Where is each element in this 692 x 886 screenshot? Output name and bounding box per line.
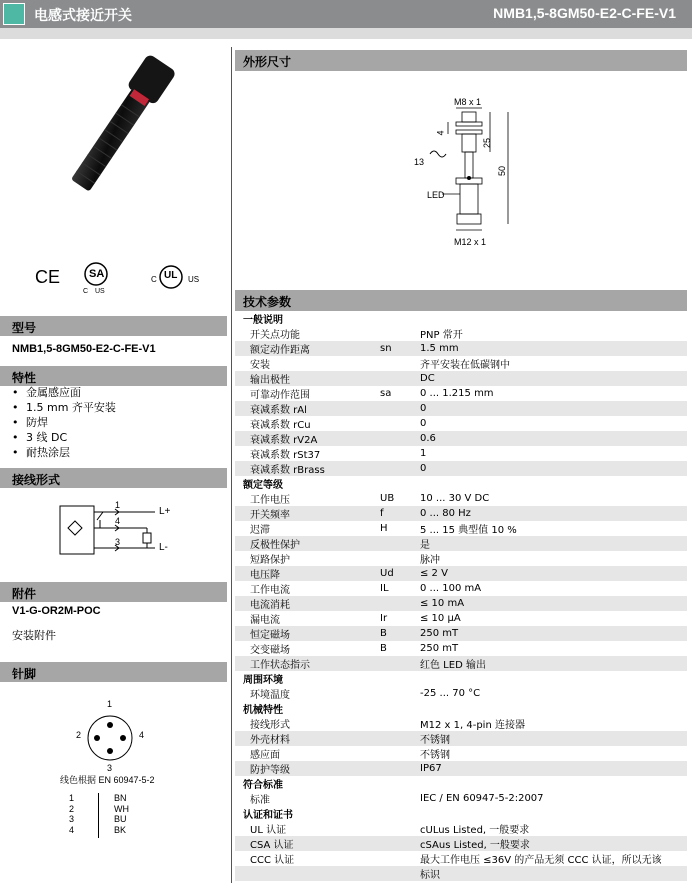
spec-name: 恒定磁场 bbox=[250, 630, 290, 641]
page-title: 电感式接近开关 bbox=[34, 8, 132, 24]
spec-row bbox=[235, 761, 687, 776]
spec-name: 开关频率 bbox=[250, 510, 290, 521]
spec-symbol bbox=[380, 536, 420, 551]
dimension-drawing bbox=[420, 92, 530, 252]
spec-name: UL 认证 bbox=[250, 825, 287, 836]
spec-symbol: IL bbox=[380, 583, 389, 594]
spec-name: 防护等级 bbox=[250, 765, 290, 776]
dim-top-label: M8 x 1 bbox=[454, 97, 482, 107]
csa-logo-text: SA bbox=[89, 268, 105, 280]
header-bar bbox=[0, 0, 692, 28]
spec-row bbox=[235, 836, 687, 851]
spec-row bbox=[235, 596, 687, 611]
spec-row bbox=[235, 446, 687, 461]
features-list bbox=[12, 385, 116, 460]
feature-item: • 金属感应面 bbox=[12, 385, 116, 400]
wiring-lplus-label: L+ bbox=[159, 506, 171, 517]
spec-value: 250 mT bbox=[420, 628, 459, 639]
spec-row bbox=[235, 416, 687, 431]
csa-us-label: US bbox=[95, 288, 105, 295]
spec-value: 5 ... 15 典型值 10 % bbox=[420, 525, 517, 536]
spec-name: 工作状态指示 bbox=[250, 660, 310, 671]
spec-symbol: f bbox=[380, 508, 384, 519]
spec-symbol bbox=[380, 431, 420, 446]
spec-name: 标准 bbox=[250, 795, 270, 806]
accessory-desc: 安装附件 bbox=[12, 629, 56, 642]
spec-row bbox=[235, 536, 687, 551]
sub-bar bbox=[0, 28, 692, 39]
spec-value: -25 ... 70 °C bbox=[420, 688, 481, 699]
spec-row bbox=[235, 746, 687, 761]
spec-row bbox=[235, 866, 687, 881]
pin-color-divider bbox=[98, 793, 99, 838]
spec-value: ≤ 2 V bbox=[420, 568, 448, 579]
spec-name: 衰减系数 rAl bbox=[250, 405, 307, 416]
wiring-section-head: 接线形式 bbox=[0, 468, 227, 489]
spec-value: 250 mT bbox=[420, 643, 459, 654]
spec-value: 0.6 bbox=[420, 433, 436, 444]
spec-name: CCC 认证 bbox=[250, 855, 295, 866]
spec-symbol: sa bbox=[380, 388, 392, 399]
spec-value: DC bbox=[420, 373, 435, 384]
spec-row bbox=[235, 356, 687, 371]
spec-value: 是 bbox=[420, 540, 430, 551]
spec-name: 迟滞 bbox=[250, 525, 270, 536]
spec-symbol bbox=[380, 446, 420, 461]
spec-name: 输出极性 bbox=[250, 375, 290, 386]
spec-row bbox=[235, 656, 687, 671]
spec-row bbox=[235, 791, 687, 806]
spec-symbol bbox=[380, 836, 420, 851]
spec-symbol: Ir bbox=[380, 613, 388, 624]
dim-13-label: 13 bbox=[414, 157, 425, 167]
spec-symbol bbox=[380, 461, 420, 476]
features-section-head: 特性 bbox=[0, 366, 227, 387]
dim-50-label: 50 bbox=[497, 165, 508, 177]
spec-row bbox=[235, 461, 687, 476]
tech-section-head: 技术参数 bbox=[235, 290, 687, 311]
spec-name: CSA 认证 bbox=[250, 840, 294, 851]
spec-name: 短路保护 bbox=[250, 555, 290, 566]
spec-row bbox=[235, 431, 687, 446]
spec-name: 开关点功能 bbox=[250, 330, 300, 341]
spec-symbol bbox=[380, 791, 420, 806]
spec-row bbox=[235, 491, 687, 506]
spec-symbol bbox=[380, 356, 420, 371]
spec-category: 一般说明 bbox=[243, 315, 283, 326]
spec-symbol bbox=[380, 746, 420, 761]
dims-section-head: 外形尺寸 bbox=[235, 50, 687, 71]
spec-value: 标识 bbox=[420, 870, 440, 881]
spec-name: 衰减系数 rCu bbox=[250, 420, 311, 431]
product-photo bbox=[30, 48, 210, 208]
spec-row bbox=[235, 686, 687, 701]
spec-value: 1.5 mm bbox=[420, 343, 459, 354]
pin-color-caption: 线色根据 EN 60947-5-2 bbox=[60, 775, 155, 785]
spec-row bbox=[235, 401, 687, 416]
spec-name: 接线形式 bbox=[250, 720, 290, 731]
dim-bottom-label: M12 x 1 bbox=[454, 237, 487, 247]
spec-name: 衰减系数 rSt37 bbox=[250, 450, 321, 461]
wiring-pin3-label: 3 bbox=[115, 537, 121, 547]
ul-logo-text: UL bbox=[164, 270, 178, 281]
wiring-pin1-label: 1 bbox=[115, 500, 121, 510]
accessory-section-head: 附件 bbox=[0, 582, 227, 603]
spec-table bbox=[235, 311, 687, 881]
spec-symbol bbox=[380, 416, 420, 431]
spec-value: 0 bbox=[420, 418, 427, 429]
spec-name: 感应面 bbox=[250, 750, 280, 761]
spec-name: 交变磁场 bbox=[250, 645, 290, 656]
spec-symbol: sn bbox=[380, 343, 392, 354]
spec-symbol bbox=[380, 596, 420, 611]
spec-row bbox=[235, 821, 687, 836]
ul-c-label: C bbox=[151, 275, 157, 284]
spec-value: ≤ 10 μA bbox=[420, 613, 461, 624]
spec-name: 安装 bbox=[250, 360, 270, 371]
spec-name: 电流消耗 bbox=[250, 600, 290, 611]
spec-value: 10 ... 30 V DC bbox=[420, 493, 490, 504]
feature-item: • 防焊 bbox=[12, 415, 116, 430]
ul-us-label: US bbox=[188, 275, 200, 284]
pin-color-codes: BN WH BU BK bbox=[114, 793, 129, 835]
brand-logo bbox=[3, 3, 25, 25]
spec-row bbox=[235, 611, 687, 626]
spec-value: 0 ... 100 mA bbox=[420, 583, 482, 594]
type-section-head: 型号 bbox=[0, 316, 227, 337]
spec-value: 0 bbox=[420, 463, 427, 474]
spec-symbol bbox=[380, 401, 420, 416]
pin-color-numbers: 1 2 3 4 bbox=[69, 793, 75, 835]
column-divider bbox=[231, 47, 232, 883]
spec-row bbox=[235, 626, 687, 641]
pins-section-head: 针脚 bbox=[0, 662, 227, 683]
spec-symbol bbox=[380, 371, 420, 386]
spec-value: 不锈钢 bbox=[420, 735, 450, 746]
wiring-pin4-label: 4 bbox=[115, 516, 121, 526]
spec-symbol: UB bbox=[380, 493, 395, 504]
feature-item: • 耐热涂层 bbox=[12, 445, 116, 460]
ce-mark-icon: CE bbox=[35, 267, 61, 287]
spec-value: PNP 常开 bbox=[420, 330, 463, 341]
spec-row bbox=[235, 581, 687, 596]
spec-symbol bbox=[380, 686, 420, 701]
spec-name: 漏电流 bbox=[250, 615, 280, 626]
spec-category: 机械特性 bbox=[243, 705, 283, 716]
spec-name: 电压降 bbox=[250, 570, 280, 581]
spec-value: 0 ... 1.215 mm bbox=[420, 388, 494, 399]
spec-name: 外壳材料 bbox=[250, 735, 290, 746]
spec-row bbox=[235, 386, 687, 401]
spec-row bbox=[235, 641, 687, 656]
pin-4-label: 4 bbox=[139, 730, 145, 740]
spec-name: 反极性保护 bbox=[250, 540, 300, 551]
spec-category: 符合标准 bbox=[243, 780, 283, 791]
spec-value: 齐平安装在低碳钢中 bbox=[420, 360, 510, 371]
csa-c-label: C bbox=[83, 288, 89, 295]
spec-symbol bbox=[380, 716, 420, 731]
spec-value: cSAus Listed, 一般要求 bbox=[420, 840, 530, 851]
spec-symbol bbox=[380, 656, 420, 671]
spec-value: 不锈钢 bbox=[420, 750, 450, 761]
spec-category: 额定等级 bbox=[243, 480, 283, 491]
model-number: NMB1,5-8GM50-E2-C-FE-V1 bbox=[493, 5, 676, 21]
spec-row bbox=[235, 506, 687, 521]
accessory-model: V1-G-OR2M-POC bbox=[12, 605, 101, 617]
spec-row bbox=[235, 341, 687, 356]
spec-name bbox=[235, 866, 380, 881]
spec-symbol bbox=[380, 731, 420, 746]
spec-value: ≤ 10 mA bbox=[420, 598, 465, 609]
pin-3-label: 3 bbox=[107, 763, 113, 773]
spec-row bbox=[235, 326, 687, 341]
spec-name: 工作电压 bbox=[250, 495, 290, 506]
feature-item: • 1.5 mm 齐平安装 bbox=[12, 400, 116, 415]
spec-name: 衰减系数 rBrass bbox=[250, 465, 325, 476]
spec-row bbox=[235, 521, 687, 536]
spec-row bbox=[235, 551, 687, 566]
spec-value: 0 ... 80 Hz bbox=[420, 508, 471, 519]
pin-diagram bbox=[84, 712, 136, 764]
spec-symbol: Ud bbox=[380, 568, 394, 579]
spec-value: cULus Listed, 一般要求 bbox=[420, 825, 530, 836]
spec-name: 额定动作距离 bbox=[250, 345, 310, 356]
spec-category: 认证和证书 bbox=[243, 810, 293, 821]
wiring-lminus-label: L- bbox=[159, 542, 168, 553]
spec-value: 0 bbox=[420, 403, 427, 414]
spec-category: 周围环境 bbox=[243, 675, 283, 686]
dim-25-label: 25 bbox=[482, 137, 493, 149]
spec-name: 环境温度 bbox=[250, 690, 290, 701]
spec-name: 衰减系数 rV2A bbox=[250, 435, 318, 446]
pin-1-label: 1 bbox=[107, 699, 113, 709]
pin-2-label: 2 bbox=[76, 730, 82, 740]
spec-row bbox=[235, 371, 687, 386]
spec-symbol bbox=[380, 851, 420, 866]
spec-symbol bbox=[380, 551, 420, 566]
spec-row bbox=[235, 566, 687, 581]
spec-name: 可靠动作范围 bbox=[250, 390, 310, 401]
spec-symbol: B bbox=[380, 643, 387, 654]
spec-row bbox=[235, 851, 687, 866]
dim-4-label: 4 bbox=[435, 130, 446, 136]
spec-value: 最大工作电压 ≤36V 的产品无须 CCC 认证，所以无该 bbox=[420, 855, 662, 866]
spec-symbol bbox=[380, 326, 420, 341]
spec-symbol bbox=[380, 761, 420, 776]
spec-symbol bbox=[380, 821, 420, 836]
spec-value: 红色 LED 输出 bbox=[420, 660, 486, 671]
spec-symbol: B bbox=[380, 628, 387, 639]
spec-row bbox=[235, 716, 687, 731]
spec-symbol bbox=[380, 866, 420, 881]
spec-value: M12 x 1, 4-pin 连接器 bbox=[420, 720, 525, 731]
spec-value: IEC / EN 60947-5-2:2007 bbox=[420, 793, 544, 804]
spec-row bbox=[235, 731, 687, 746]
spec-symbol: H bbox=[380, 523, 388, 534]
spec-value: 1 bbox=[420, 448, 427, 459]
dim-led-label: LED bbox=[427, 190, 445, 200]
spec-value: IP67 bbox=[420, 763, 442, 774]
feature-item: • 3 线 DC bbox=[12, 430, 116, 445]
type-value: NMB1,5-8GM50-E2-C-FE-V1 bbox=[12, 343, 156, 355]
spec-value: 脉冲 bbox=[420, 555, 440, 566]
spec-name: 工作电流 bbox=[250, 585, 290, 596]
